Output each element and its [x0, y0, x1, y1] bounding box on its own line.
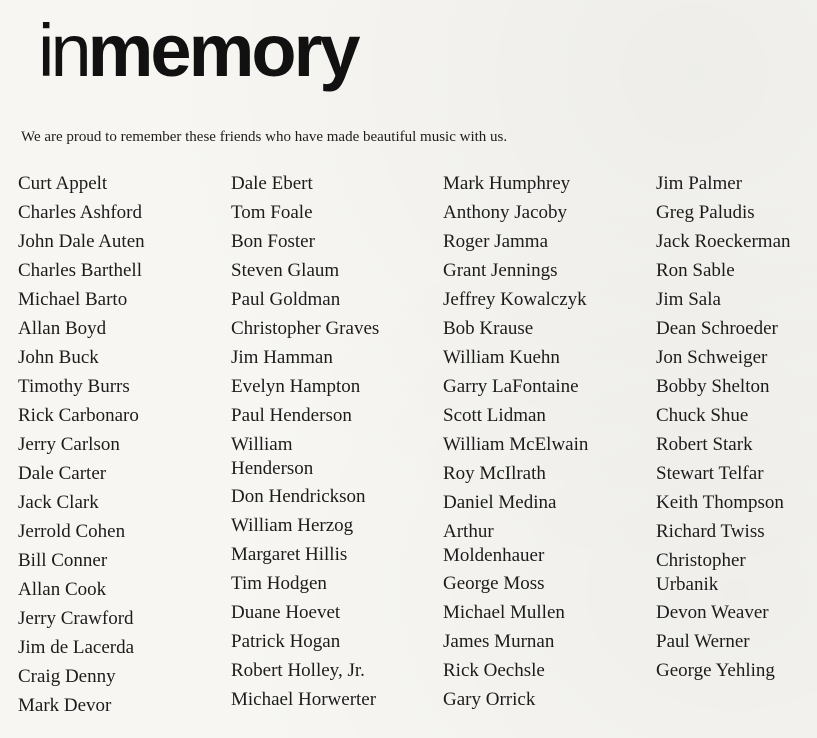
name-entry-line: Henderson: [231, 458, 314, 479]
name-entry: Dale Carter: [18, 463, 107, 484]
name-entry: William Kuehn: [443, 347, 560, 368]
name-entry: Don Hendrickson: [231, 486, 366, 507]
name-entry-line: William: [231, 434, 293, 455]
name-entry: Michael Barto: [18, 289, 128, 310]
name-entry: Greg Paludis: [656, 202, 755, 223]
name-entry: Timothy Burrs: [18, 376, 130, 397]
name-entry: Rick Carbonaro: [18, 405, 139, 426]
name-column-4: [656, 172, 791, 688]
name-entry: Scott Lidman: [443, 405, 546, 426]
name-entry-line: Urbanik: [656, 574, 719, 595]
name-entry: Jim de Lacerda: [18, 637, 135, 658]
name-entry: Robert Holley, Jr.: [231, 660, 365, 681]
name-entry: George Moss: [443, 573, 545, 594]
name-entry: Michael Horwerter: [231, 689, 377, 710]
name-entry: Evelyn Hampton: [231, 376, 361, 397]
name-entry: Michael Mullen: [443, 602, 565, 623]
name-entry: Garry LaFontaine: [443, 376, 579, 397]
name-entry: Paul Werner: [656, 631, 750, 652]
title-in: in: [38, 9, 88, 92]
name-entry: Christopher Graves: [231, 318, 380, 339]
name-entry: Richard Twiss: [656, 521, 765, 542]
name-entry: Jack Clark: [18, 492, 99, 513]
name-entry: Craig Denny: [18, 666, 116, 687]
name-entry: Tim Hodgen: [231, 573, 327, 594]
page-title: [38, 9, 358, 92]
name-entry: Curt Appelt: [18, 173, 108, 194]
name-entry: Grant Jennings: [443, 260, 558, 281]
name-entry: Charles Ashford: [18, 202, 143, 223]
name-entry: Bobby Shelton: [656, 376, 770, 397]
name-entry: [443, 520, 588, 572]
name-entry: Duane Hoevet: [231, 602, 341, 623]
name-entry: Bob Krause: [443, 318, 534, 339]
name-entry: Bill Conner: [18, 550, 108, 571]
name-entry-line: Moldenhauer: [443, 545, 545, 566]
name-entry: Chuck Shue: [656, 405, 749, 426]
intro-text: We are proud to remember these friends who have made beautiful music with us.: [21, 129, 508, 145]
name-entry: Steven Glaum: [231, 260, 340, 281]
name-entry: Devon Weaver: [656, 602, 769, 623]
name-entry: Roger Jamma: [443, 231, 549, 252]
name-column-1: [18, 172, 145, 723]
name-entry: Gary Orrick: [443, 689, 536, 710]
name-entry-line: Christopher: [656, 550, 746, 571]
name-entry: Tom Foale: [231, 202, 313, 223]
name-entry: Dean Schroeder: [656, 318, 778, 339]
name-entry: Jerry Crawford: [18, 608, 134, 629]
name-entry: William Herzog: [231, 515, 354, 536]
name-entry: Daniel Medina: [443, 492, 557, 513]
name-entry: Bon Foster: [231, 231, 315, 252]
name-entry: Allan Cook: [18, 579, 107, 600]
name-entry: Ron Sable: [656, 260, 735, 281]
name-entry: Keith Thompson: [656, 492, 784, 513]
name-column-3: [443, 172, 588, 717]
name-entry: Mark Devor: [18, 695, 112, 716]
name-entry: James Murnan: [443, 631, 555, 652]
name-entry: George Yehling: [656, 660, 775, 681]
name-entry: Stewart Telfar: [656, 463, 764, 484]
name-entry: Dale Ebert: [231, 173, 313, 194]
name-entry: Allan Boyd: [18, 318, 107, 339]
name-column-2: [231, 172, 379, 717]
name-entry: Jon Schweiger: [656, 347, 768, 368]
name-entry: Charles Barthell: [18, 260, 142, 281]
name-entry: Rick Oechsle: [443, 660, 545, 681]
name-entry: [656, 549, 791, 601]
name-entry: Jim Hamman: [231, 347, 333, 368]
name-entry-line: Arthur: [443, 521, 494, 542]
name-entry: Patrick Hogan: [231, 631, 341, 652]
name-entry: Anthony Jacoby: [443, 202, 568, 223]
name-entry: William McElwain: [443, 434, 589, 455]
name-entry: Paul Henderson: [231, 405, 352, 426]
name-entry: Margaret Hillis: [231, 544, 348, 565]
name-entry: Robert Stark: [656, 434, 753, 455]
name-entry: [231, 433, 379, 485]
name-entry: Jack Roeckerman: [656, 231, 791, 252]
name-entry: Jerrold Cohen: [18, 521, 126, 542]
name-entry: Jeffrey Kowalczyk: [443, 289, 587, 310]
name-entry: Roy McIlrath: [443, 463, 546, 484]
name-entry: John Dale Auten: [18, 231, 145, 252]
name-entry: Paul Goldman: [231, 289, 341, 310]
name-entry: Jim Sala: [656, 289, 721, 310]
name-entry: Jerry Carlson: [18, 434, 120, 455]
name-entry: Mark Humphrey: [443, 173, 571, 194]
name-entry: John Buck: [18, 347, 99, 368]
title-memory: memory: [87, 9, 358, 92]
name-entry: Jim Palmer: [656, 173, 743, 194]
